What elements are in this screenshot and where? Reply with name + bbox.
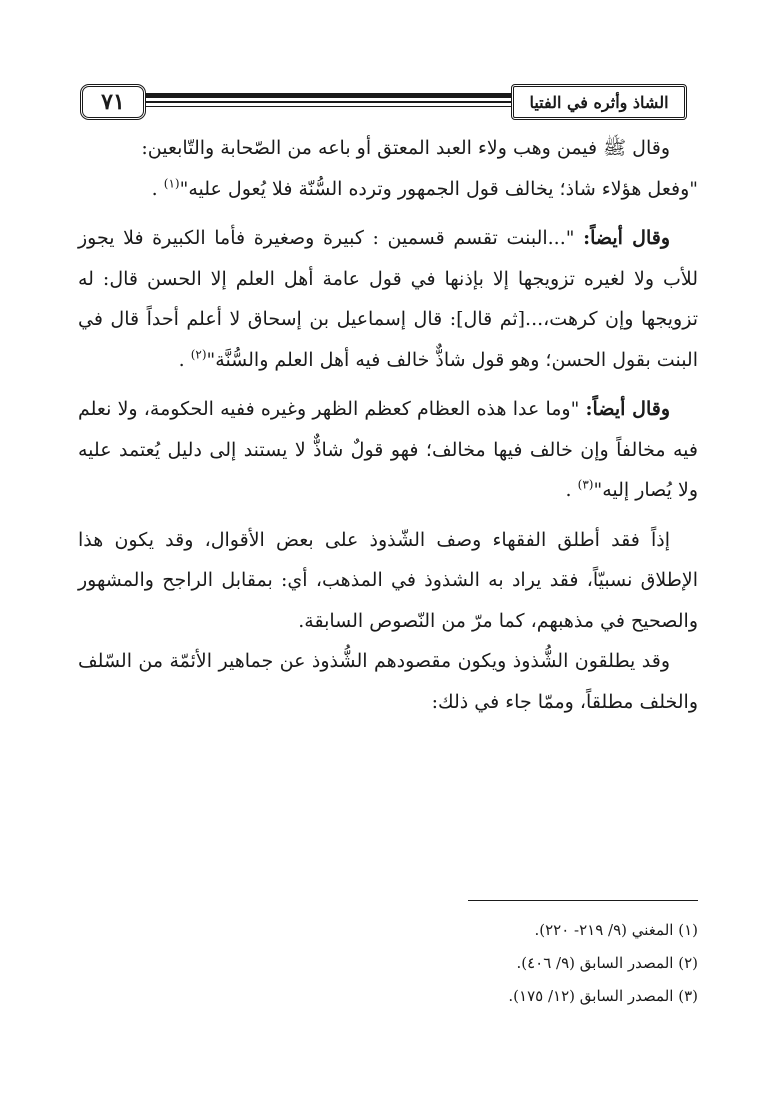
footnote-ref-3[interactable]: (٣) — [577, 477, 594, 492]
quote-text: "...البنت تقسم قسمين : كبيرة وصغيرة فأما الكبيرة فلا يجوز للأب ولا لغيره تزويجها إلا بإذنها في قول عامة أهل العلم إلا الحسن قال: له تزويجها وإن كرهت،...[ثم قال]: قال إسماعيل بن إسحاق لا أعلم أحداً قال في البنت بقول الحسن؛ وهو قول شاذٌّ خالف فيه أهل العلم والسُّنَّة" — [78, 227, 698, 371]
lead-phrase: وقال أيضاً: — [585, 398, 670, 420]
header-rule — [142, 106, 515, 107]
page-number: ٧١ — [80, 84, 146, 120]
paragraph-text: إذاً فقد أطلق الفقهاء وصف الشّذوذ على بعض الأقوال، وقد يكون هذا الإطلاق نسبيّاً، فقد يراد به الشذوذ في المذهب، أي: بمقابل الراجح والمشهور والصحيح في مذهبهم، كما مرّ من النّصوص السابقة. — [78, 528, 698, 632]
footnote-3: (٣) المصدر السابق (١٢/ ١٧٥). — [508, 987, 698, 1005]
footnote-1: (١) المغني (٩/ ٢١٩- ٢٢٠). — [534, 921, 698, 939]
footnote-ref-1[interactable]: (١) — [163, 176, 180, 191]
footnotes — [78, 914, 698, 1013]
body-text — [78, 128, 698, 722]
footnote-separator — [468, 900, 698, 901]
paragraph-6 — [78, 641, 698, 722]
book-title: الشاذ وأثره في الفتيا — [511, 84, 687, 120]
paragraph-2: "وفعل هؤلاء شاذ؛ يخالف قول الجمهور وترده السُّنّة فلا يُعول عليه"$^{(١)}$ . — [151, 176, 698, 200]
quote-text: "وفعل هؤلاء شاذ؛ يخالف قول الجمهور وترده السُّنّة فلا يُعول عليه" — [179, 177, 698, 200]
footnote-ref-2[interactable]: (٢) — [190, 347, 207, 362]
header-rule — [142, 93, 515, 98]
paragraph-text: وقال ﷺ فيمن وهب ولاء العبد المعتق أو باعه من الصّحابة والتّابعين: — [141, 137, 670, 159]
lead-phrase: وقال أيضاً: — [583, 227, 670, 249]
paragraph-5 — [78, 520, 698, 642]
page-header — [80, 84, 687, 124]
header-rule — [142, 101, 515, 103]
paragraph-3: وقال أيضاً: "...البنت تقسم قسمين : كبيرة وصغيرة فأما الكبيرة فلا يجوز للأب ولا لغيره تزويجها إلا بإذنها في قول عامة أهل العلم إلا الحسن قال: له تزويجها وإن كرهت،...[ثم قال]: قال إسماعيل بن إسحاق لا أعلم أحداً قال في البنت بقول الحسن؛ وهو قول شاذٌّ خالف فيه أهل العلم والسُّنَّة"$^{(٢)}$ . — [78, 227, 698, 371]
paragraph-4: وقال أيضاً: "وما عدا هذه العظام كعظم الظهر وغيره ففيه الحكومة، ولا نعلم فيه مخالفاً وإن خالف فيها مخالف؛ فهو قولٌ شاذٌّ لا يستند إلى دليل يُعتمد عليه ولا يُصار إليه"$^{(٣)}$ . — [78, 398, 698, 501]
paragraph-text: وقد يطلقون الشُّذوذ ويكون مقصودهم الشُّذوذ عن جماهير الأئمّة من السّلف والخلف مطلقاً، وممّا جاء في ذلك: — [78, 650, 698, 713]
footnote-2: (٢) المصدر السابق (٩/ ٤٠٦). — [516, 954, 698, 972]
quote-text: "وما عدا هذه العظام كعظم الظهر وغيره ففيه الحكومة، ولا نعلم فيه مخالفاً وإن خالف فيها مخالف؛ فهو قولٌ شاذٌّ لا يستند إلى دليل يُعتمد عليه ولا يُصار إليه" — [78, 398, 698, 501]
paragraph-1 — [78, 128, 698, 169]
